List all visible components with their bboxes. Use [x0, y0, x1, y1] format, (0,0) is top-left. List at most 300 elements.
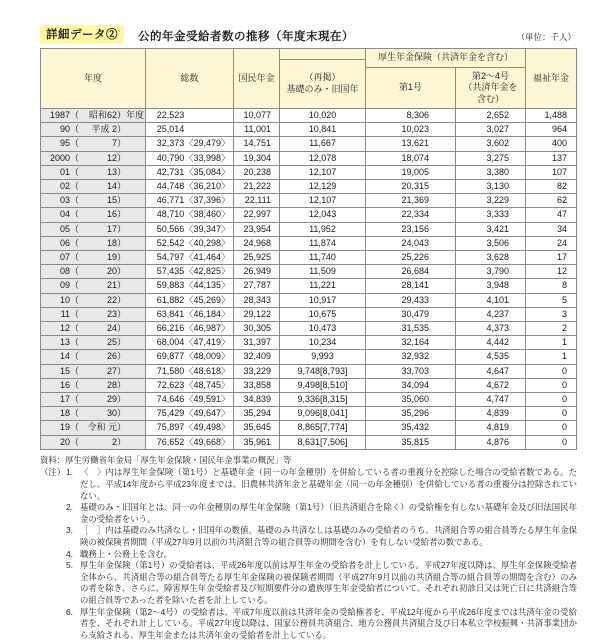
total-value: 52,542 [156, 237, 185, 248]
col-header-no24-line3: 含む） [477, 93, 505, 104]
cell-kosei-no24: 4,747 [456, 393, 526, 407]
cell-kosei-no24: 4,535 [456, 350, 526, 364]
cell-year: 15（ 27） [41, 364, 146, 378]
cell-kosei-no1: 35,432 [366, 421, 456, 435]
year-era: 30 [107, 408, 118, 419]
cell-fukushi-nenkin: 2 [526, 322, 577, 336]
year-era: 14 [107, 181, 118, 192]
cell-kokumin-nenkin: 11,001 [234, 123, 280, 137]
total-wrap [146, 322, 233, 335]
year-number: 19 [59, 422, 70, 433]
cell-total [146, 208, 234, 222]
table-row [41, 393, 577, 407]
cell-kokumin-nenkin: 20,238 [234, 165, 280, 179]
cell-kokumin-nenkin: 31,397 [234, 336, 280, 350]
cell-year: 05（ 17） [41, 222, 146, 236]
total-wrap [146, 123, 233, 136]
note-text: ［ ］内は基礎のみ共済なし・旧国年の数値。基礎のみ共済なしは基礎のみの受給者のうち、共済組合等の組合員等たる厚生年金保険の被保険者期間（平成27年9月以前の共済組合等の組合員等の期間を含む）を有しない受給者の数である。 [80, 525, 577, 548]
cell-kosei-no1: 33,703 [366, 364, 456, 378]
cell-total [146, 151, 234, 165]
cell-kiso-only: 9,498[8,510] [280, 378, 366, 392]
cell-kokumin-nenkin: 30,305 [234, 322, 280, 336]
cell-year: 03（ 15） [41, 194, 146, 208]
note-text: 厚生年金保険（第1号）の受給者は、平成26年度以前は厚生年金の受給者を計上している。平成27年度以降は、厚生年金保険受給者全体から、共済組合等の組合員等たる厚生年金保険の被保険者期間（平成27年9月以前の共済組合等の組合員等の期間を含む）のみの者を除き、さらに、障害厚生年金受給者及び短期要件分の遺族厚生年金受給者について、それぞれ初診日又は死亡日に共済組合等の組合員等であった者を除いた者を計上している。 [80, 560, 577, 605]
total-value: 32,373 [156, 138, 185, 149]
table-row [41, 307, 577, 321]
cell-total [146, 109, 234, 123]
total-dedup-value [184, 109, 233, 122]
cell-kosei-no24: 4,647 [456, 364, 526, 378]
title-bar [40, 24, 576, 44]
total-dedup-value: 〈48,009〉 [184, 351, 230, 362]
year-era: 17 [107, 223, 118, 234]
year-number: 14 [59, 351, 70, 362]
cell-kosei-no1: 32,932 [366, 350, 456, 364]
cell-total [146, 322, 234, 336]
note-text: 職務上・公務上を含む。 [80, 548, 173, 559]
cell-total [146, 137, 234, 151]
year-number: 07 [59, 252, 70, 263]
cell-year: 10（ 22） [41, 293, 146, 307]
note-item [40, 467, 577, 502]
year-era: 18 [107, 237, 118, 248]
notes-label: （注） [40, 467, 66, 478]
total-dedup-value: 〈49,591〉 [184, 394, 230, 405]
total-wrap [146, 180, 233, 193]
note-text: 〈 〉内は厚生年金保険（第1号）と基礎年金（同一の年金種別）を併給している者の重複分を控除した場合の受給者数である。ただし、平成14年度から平成23年度までは、旧農林共済年金と基礎年金（同一の年金種別）を併給している者の重複分は控除されていない。 [80, 467, 577, 501]
total-dedup-value: 〈46,184〉 [184, 308, 230, 319]
table-row [41, 222, 577, 236]
cell-total [146, 407, 234, 421]
cell-total [146, 265, 234, 279]
total-wrap [146, 436, 233, 449]
total-wrap [146, 237, 233, 250]
total-value: 46,771 [156, 195, 185, 206]
total-wrap [146, 137, 233, 150]
cell-kosei-no1: 35,060 [366, 393, 456, 407]
cell-kosei-no1: 24,043 [366, 236, 456, 250]
table-row [41, 336, 577, 350]
cell-kokumin-nenkin: 35,645 [234, 421, 280, 435]
note-item [40, 549, 577, 561]
cell-kiso-only: 9,336[8,315] [280, 393, 366, 407]
cell-fukushi-nenkin: 3 [526, 307, 577, 321]
year-number: 08 [59, 266, 70, 277]
cell-kosei-no24: 4,876 [456, 435, 526, 449]
cell-year: 2000（ 12） [41, 151, 146, 165]
total-dedup-value: 〈49,647〉 [184, 408, 230, 419]
notes-label [40, 549, 66, 561]
cell-fukushi-nenkin: 17 [526, 251, 577, 265]
col-header-total: 総数 [146, 49, 234, 109]
note-item [40, 525, 577, 548]
cell-kosei-no1: 32,164 [366, 336, 456, 350]
note-item [40, 560, 577, 606]
note-number: 1. [66, 467, 73, 478]
cell-total [146, 307, 234, 321]
year-number: 13 [59, 337, 70, 348]
cell-year: 19（ 令和 元） [41, 421, 146, 435]
year-number: 04 [59, 209, 70, 220]
table-row [41, 137, 577, 151]
cell-kosei-no1: 21,369 [366, 194, 456, 208]
col-header-no24-line2: （共済年金を [463, 82, 518, 93]
cell-kokumin-nenkin: 29,122 [234, 307, 280, 321]
cell-kokumin-nenkin: 26,949 [234, 265, 280, 279]
year-number: 18 [59, 408, 70, 419]
year-era: 2 [112, 436, 118, 447]
total-dedup-value: 〈29,479〉 [184, 138, 230, 149]
cell-year: 1987（ 昭和62）年度 [41, 109, 146, 123]
cell-kiso-only: 9,096[8,041] [280, 407, 366, 421]
cell-total [146, 279, 234, 293]
cell-kosei-no1: 18,074 [366, 151, 456, 165]
cell-total [146, 194, 234, 208]
note-number: 3. [66, 525, 73, 536]
year-era: 29 [107, 394, 118, 405]
cell-total [146, 222, 234, 236]
total-dedup-value: 〈49,498〉 [184, 422, 230, 433]
year-era: 平成 2 [91, 124, 118, 135]
notes-list [40, 467, 577, 641]
notes-label [40, 607, 66, 641]
total-wrap [146, 421, 233, 434]
total-dedup-value: 〈47,419〉 [184, 337, 230, 348]
cell-kosei-no24: 4,237 [456, 307, 526, 321]
total-dedup-value: 〈39,347〉 [184, 223, 230, 234]
table-row [41, 364, 577, 378]
cell-kiso-only: 11,667 [280, 137, 366, 151]
table-row [41, 350, 577, 364]
total-dedup-value: 〈45,269〉 [184, 294, 230, 305]
year-number: 12 [59, 323, 70, 334]
cell-kiso-only: 8,865[7,774] [280, 421, 366, 435]
year-number: 09 [59, 280, 70, 291]
table-row [41, 279, 577, 293]
cell-kosei-no24: 3,130 [456, 180, 526, 194]
year-era: 16 [107, 209, 118, 220]
cell-year: 18（ 30） [41, 407, 146, 421]
cell-year: 13（ 25） [41, 336, 146, 350]
year-number: 11 [60, 308, 70, 319]
cell-kokumin-nenkin: 19,304 [234, 151, 280, 165]
cell-kosei-no1: 31,535 [366, 322, 456, 336]
cell-fukushi-nenkin: 1 [526, 336, 577, 350]
table-row [41, 194, 577, 208]
cell-kokumin-nenkin: 22,997 [234, 208, 280, 222]
total-dedup-value: 〈36,210〉 [184, 181, 230, 192]
cell-kokumin-nenkin: 22,111 [234, 194, 280, 208]
year-number: 01 [59, 166, 70, 177]
cell-year: 04（ 16） [41, 208, 146, 222]
year-number: 20 [59, 436, 70, 447]
cell-year: 11（ 23） [41, 307, 146, 321]
cell-kiso-only: 10,841 [280, 123, 366, 137]
footer-notes [40, 455, 577, 641]
total-wrap [146, 251, 233, 264]
total-value: 57,435 [156, 266, 185, 277]
year-era: 7 [112, 138, 118, 149]
cell-kiso-only: 12,043 [280, 208, 366, 222]
total-dedup-value: 〈33,998〉 [184, 152, 230, 163]
cell-kosei-no24: 3,333 [456, 208, 526, 222]
year-number: 06 [59, 237, 70, 248]
total-wrap [146, 194, 233, 207]
notes-label [40, 560, 66, 606]
cell-kiso-only: 11,952 [280, 222, 366, 236]
total-value: 76,652 [156, 436, 185, 447]
cell-fukushi-nenkin: 0 [526, 393, 577, 407]
cell-year: 02（ 14） [41, 180, 146, 194]
total-value: 40,790 [156, 152, 185, 163]
note-number: 6. [66, 606, 73, 617]
year-era: 昭和62 [89, 110, 118, 120]
year-number: 15 [59, 365, 70, 376]
table-row [41, 265, 577, 279]
cell-kosei-no24: 3,229 [456, 194, 526, 208]
total-dedup-value: 〈41,464〉 [184, 252, 230, 263]
cell-kosei-no24: 3,602 [456, 137, 526, 151]
cell-year: 12（ 24） [41, 322, 146, 336]
col-header-kosei-no1: 第1号 [366, 68, 456, 109]
cell-fukushi-nenkin: 12 [526, 265, 577, 279]
cell-kosei-no1: 26,684 [366, 265, 456, 279]
cell-year: 17（ 29） [41, 393, 146, 407]
year-number: 1987 [49, 110, 70, 120]
cell-year: 09（ 21） [41, 279, 146, 293]
total-value: 68,004 [156, 337, 185, 348]
cell-kosei-no24: 3,506 [456, 236, 526, 250]
cell-kiso-only: 10,473 [280, 322, 366, 336]
cell-kiso-only: 12,107 [280, 194, 366, 208]
cell-year: 20（ 2） [41, 435, 146, 449]
cell-kosei-no24: 4,442 [456, 336, 526, 350]
cell-kokumin-nenkin: 34,839 [234, 393, 280, 407]
year-era: 令和 元 [87, 422, 118, 433]
cell-kosei-no24: 4,101 [456, 293, 526, 307]
note-item [40, 502, 577, 525]
table-row [41, 109, 577, 123]
cell-fukushi-nenkin: 34 [526, 222, 577, 236]
total-value: 75,897 [156, 422, 185, 433]
cell-kosei-no24: 3,027 [456, 123, 526, 137]
col-header-year: 年度 [41, 49, 146, 109]
total-wrap [146, 294, 233, 307]
cell-kiso-only: 10,917 [280, 293, 366, 307]
cell-kiso-only: 11,221 [280, 279, 366, 293]
cell-fukushi-nenkin: 0 [526, 435, 577, 449]
col-header-kiso [280, 49, 366, 109]
total-value: 22,523 [156, 110, 185, 120]
total-wrap [146, 109, 233, 122]
year-number: 95 [59, 138, 70, 149]
table-header [41, 49, 577, 109]
cell-kokumin-nenkin: 28,343 [234, 293, 280, 307]
detail-data-badge: 詳細データ② [40, 25, 124, 44]
col-header-kiso-line1: （再掲） [304, 72, 341, 83]
table-row [41, 151, 577, 165]
cell-kiso-only: 10,675 [280, 307, 366, 321]
col-header-kokumin: 国民年金 [234, 49, 280, 109]
total-value: 72,623 [156, 379, 185, 390]
cell-total [146, 364, 234, 378]
cell-kokumin-nenkin: 14,751 [234, 137, 280, 151]
cell-fukushi-nenkin: 0 [526, 378, 577, 392]
year-number: 16 [59, 379, 70, 390]
cell-kiso-only: 8,631[7,506] [280, 435, 366, 449]
table-row [41, 378, 577, 392]
cell-total [146, 293, 234, 307]
total-value: 50,566 [156, 223, 185, 234]
cell-kokumin-nenkin: 33,858 [234, 378, 280, 392]
col-header-kosei-no24 [456, 68, 526, 109]
notes-label [40, 502, 66, 525]
cell-fukushi-nenkin: 82 [526, 180, 577, 194]
year-era: 15 [107, 195, 118, 206]
cell-kosei-no1: 30,479 [366, 307, 456, 321]
year-era: 20 [107, 266, 118, 277]
notes-label [40, 525, 66, 548]
cell-fukushi-nenkin: 62 [526, 194, 577, 208]
total-wrap [146, 152, 233, 165]
cell-kiso-only: 12,129 [280, 180, 366, 194]
total-wrap [146, 308, 233, 321]
year-number: 10 [59, 294, 70, 305]
cell-fukushi-nenkin: 107 [526, 165, 577, 179]
cell-kokumin-nenkin: 25,925 [234, 251, 280, 265]
page-title: 公的年金受給者数の推移（年度末現在） [138, 31, 354, 43]
table-row [41, 421, 577, 435]
total-wrap [146, 279, 233, 292]
table-row [41, 293, 577, 307]
year-era: 28 [107, 379, 118, 390]
cell-kiso-only: 11,874 [280, 236, 366, 250]
total-value: 48,710 [156, 209, 185, 220]
unit-label: （単位：千人） [516, 32, 576, 42]
cell-kosei-no24: 3,380 [456, 165, 526, 179]
total-wrap [146, 350, 233, 363]
cell-total [146, 378, 234, 392]
total-wrap [146, 208, 233, 221]
cell-kosei-no24: 3,421 [456, 222, 526, 236]
cell-kosei-no1: 25,226 [366, 251, 456, 265]
total-value: 69,877 [156, 351, 185, 362]
cell-kokumin-nenkin: 21,222 [234, 180, 280, 194]
total-value: 66,216 [156, 323, 185, 334]
cell-kosei-no1: 35,296 [366, 407, 456, 421]
cell-fukushi-nenkin: 1 [526, 350, 577, 364]
cell-total [146, 435, 234, 449]
cell-kosei-no1: 23,156 [366, 222, 456, 236]
total-value: 54,797 [156, 252, 185, 263]
cell-kokumin-nenkin: 35,294 [234, 407, 280, 421]
total-wrap [146, 365, 233, 378]
cell-kiso-only: 9,993 [280, 350, 366, 364]
total-wrap [146, 223, 233, 236]
cell-fukushi-nenkin: 0 [526, 364, 577, 378]
cell-fukushi-nenkin: 8 [526, 279, 577, 293]
cell-kosei-no24: 2,652 [456, 109, 526, 123]
table-row [41, 236, 577, 250]
table-row [41, 407, 577, 421]
table-row [41, 322, 577, 336]
note-item [40, 607, 577, 641]
cell-kiso-only: 9,748[8,793] [280, 364, 366, 378]
year-number: 17 [59, 394, 70, 405]
total-value: 71,580 [156, 365, 185, 376]
cell-kiso-only: 11,509 [280, 265, 366, 279]
year-era: 23 [107, 308, 118, 319]
cell-kiso-only: 12,107 [280, 165, 366, 179]
cell-kosei-no1: 10,023 [366, 123, 456, 137]
total-dedup-value [184, 123, 233, 136]
total-dedup-value: 〈46,987〉 [184, 323, 230, 334]
year-era: 24 [107, 323, 118, 334]
total-wrap [146, 407, 233, 420]
year-era: 27 [107, 365, 118, 376]
total-value: 74,646 [156, 394, 185, 405]
note-text: 基礎のみ・旧国年とは、同一の年金種別の厚生年金保険（第1号）（旧共済組合を除く）の受給権を有しない基礎年金及び旧法国民年金の受給者をいう。 [80, 502, 577, 524]
year-era: 25 [107, 337, 118, 348]
cell-kosei-no24: 4,373 [456, 322, 526, 336]
year-number: 90 [59, 124, 70, 135]
cell-kosei-no1: 19,005 [366, 165, 456, 179]
total-dedup-value: 〈44,135〉 [184, 280, 230, 291]
cell-total [146, 421, 234, 435]
year-number: 02 [59, 181, 70, 192]
cell-year: 90（ 平成 2） [41, 123, 146, 137]
cell-kiso-only: 10,020 [280, 109, 366, 123]
cell-total [146, 393, 234, 407]
cell-kokumin-nenkin: 23,954 [234, 222, 280, 236]
cell-kosei-no24: 4,672 [456, 378, 526, 392]
cell-fukushi-nenkin: 47 [526, 208, 577, 222]
cell-fukushi-nenkin: 5 [526, 293, 577, 307]
total-value: 42,731 [156, 166, 185, 177]
total-wrap [146, 379, 233, 392]
year-era: 22 [107, 294, 118, 305]
cell-kokumin-nenkin: 35,961 [234, 435, 280, 449]
note-number: 4. [66, 548, 73, 559]
year-number: 03 [59, 195, 70, 206]
cell-total [146, 165, 234, 179]
cell-kokumin-nenkin: 24,968 [234, 236, 280, 250]
cell-kosei-no1: 22,334 [366, 208, 456, 222]
cell-total [146, 251, 234, 265]
year-number: 05 [59, 223, 70, 234]
cell-kosei-no1: 29,433 [366, 293, 456, 307]
col-header-no24-line1: 第2～4号 [472, 71, 510, 82]
total-value: 59,883 [156, 280, 185, 291]
total-dedup-value: 〈40,298〉 [184, 237, 230, 248]
cell-kokumin-nenkin: 32,409 [234, 350, 280, 364]
table-row [41, 251, 577, 265]
cell-total [146, 336, 234, 350]
cell-fukushi-nenkin: 24 [526, 236, 577, 250]
total-wrap [146, 265, 233, 278]
cell-kosei-no24: 3,275 [456, 151, 526, 165]
cell-kiso-only: 11,740 [280, 251, 366, 265]
cell-total [146, 123, 234, 137]
table-row [41, 208, 577, 222]
year-era: 19 [107, 252, 118, 263]
cell-year: 08（ 20） [41, 265, 146, 279]
total-value: 44,748 [156, 181, 185, 192]
cell-total [146, 236, 234, 250]
col-header-kiso-line2: 基礎のみ・旧国年 [286, 83, 359, 94]
cell-kosei-no24: 3,948 [456, 279, 526, 293]
total-value: 63,841 [156, 308, 185, 319]
